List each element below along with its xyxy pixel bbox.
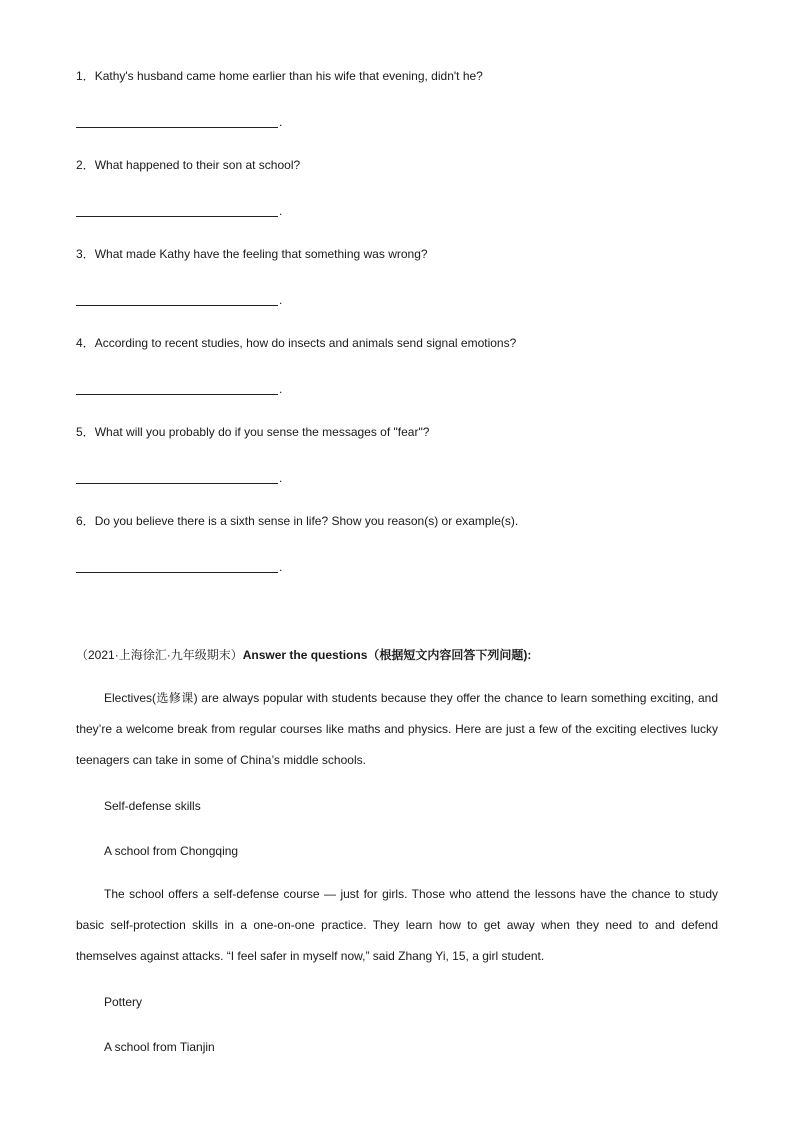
elective-description: The school offers a self-defense course — just for girls. Those who attend the lessons have the chance to study basic self-protection skills in a one-on-one practice. They learn how to get away when they need to and defend themselves against attacks. “I feel safer in myself now,” said Zhang Yi, 15, a girl student.	[76, 887, 718, 963]
question-text: What happened to their son at school?	[94, 158, 301, 172]
answer-line-5[interactable]	[76, 471, 283, 485]
answer-underline	[76, 560, 278, 573]
answer-line-2[interactable]	[76, 204, 283, 218]
answer-underline	[76, 115, 278, 128]
question-number: 4．	[76, 336, 95, 350]
answer-underline	[76, 293, 278, 306]
answer-period: .	[279, 560, 283, 574]
question-number: 6．	[76, 514, 95, 528]
passage-intro: Electives(选修课) are always popular with students because they offer the chance to learn something exciting, and they’re a welcome break from regular courses like maths and physics. Here are just a few of the exciting electives lucky teenagers can take in some of China’s middle schools.	[76, 691, 718, 767]
source-tag: （2021·上海徐汇·九年级期末）	[76, 648, 243, 662]
answer-line-3[interactable]	[76, 293, 283, 307]
question-1	[76, 68, 483, 84]
answer-underline	[76, 471, 278, 484]
question-text: Do you believe there is a sixth sense in life? Show you reason(s) or example(s).	[94, 514, 519, 528]
question-number: 1．	[76, 69, 95, 83]
answer-underline	[76, 204, 278, 217]
question-text: What will you probably do if you sense the messages of "fear"?	[94, 425, 430, 439]
question-number: 5．	[76, 425, 95, 439]
section-heading	[76, 647, 531, 663]
answer-period: .	[279, 293, 283, 307]
question-2	[76, 157, 300, 173]
elective-school: A school from Chongqing	[104, 844, 239, 858]
answer-line-1[interactable]	[76, 115, 283, 129]
elective-school: A school from Tianjin	[104, 1040, 215, 1054]
question-number: 3．	[76, 247, 95, 261]
question-number: 2．	[76, 158, 95, 172]
answer-period: .	[279, 204, 283, 218]
question-text: According to recent studies, how do insects and animals send signal emotions?	[94, 336, 517, 350]
section-instruction: Answer the questions（根据短文内容回答下列问题):	[242, 648, 532, 662]
answer-underline	[76, 382, 278, 395]
question-text: Kathy's husband came home earlier than his wife that evening, didn't he?	[94, 69, 483, 83]
question-3	[76, 246, 428, 262]
question-text: What made Kathy have the feeling that something was wrong?	[94, 247, 428, 261]
answer-period: .	[279, 471, 283, 485]
question-5	[76, 424, 429, 440]
answer-line-6[interactable]	[76, 560, 283, 574]
question-4	[76, 335, 516, 351]
question-6	[76, 513, 518, 529]
answer-period: .	[279, 382, 283, 396]
elective-title: Pottery	[104, 995, 143, 1009]
answer-period: .	[279, 115, 283, 129]
answer-line-4[interactable]	[76, 382, 283, 396]
elective-title: Self-defense skills	[104, 799, 201, 813]
